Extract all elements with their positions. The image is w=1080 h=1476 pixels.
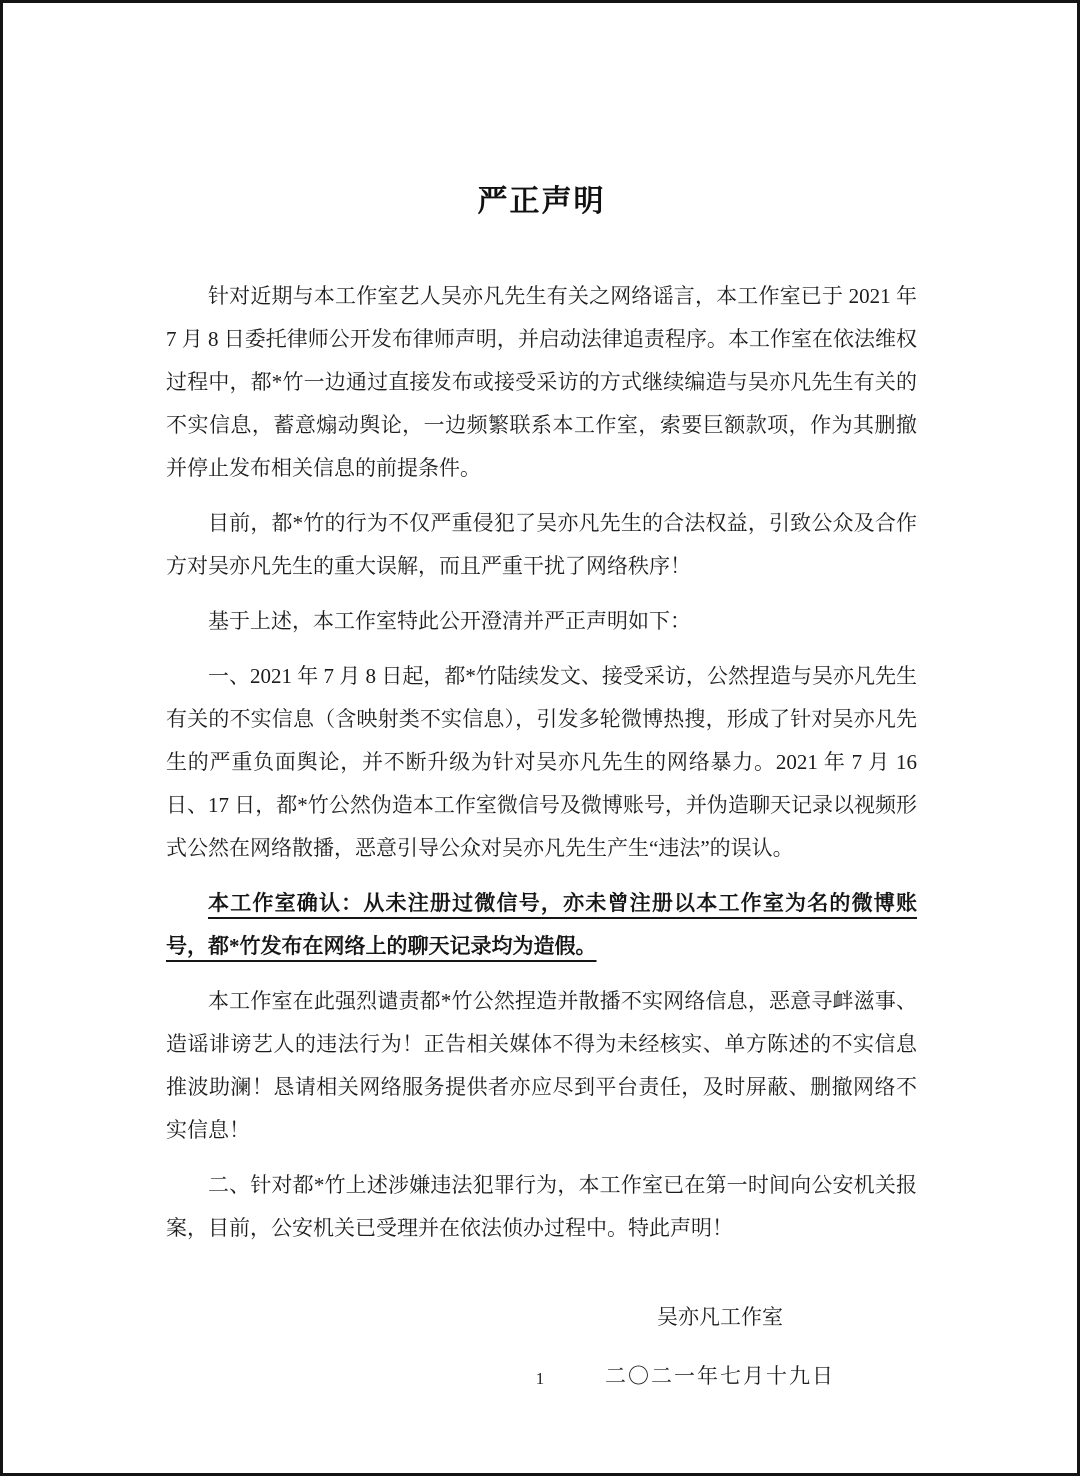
document-body [166, 275, 917, 1250]
paragraph-confirmation-underlined: 本工作室确认：从未注册过微信号，亦未曾注册以本工作室为名的微博账号，都*竹发布在网络上的聊天记录均为造假。 [166, 891, 917, 958]
page-number: 1 [535, 1369, 545, 1388]
paragraph-declaration-lead: 基于上述，本工作室特此公开澄清并严正声明如下： [208, 609, 691, 633]
paragraph-condemnation: 本工作室在此强烈谴责都*竹公然捏造并散播不实网络信息，恶意寻衅滋事、造谣诽谤艺人的违法行为！正告相关媒体不得为未经核实、单方陈述的不实信息推波助澜！恳请相关网络服务提供者亦应尽到平台责任，及时屏蔽、删撤网络不实信息！ [166, 989, 917, 1142]
signature-date: 二〇二一年七月十九日 [605, 1364, 835, 1388]
signature-org: 吴亦凡工作室 [657, 1305, 783, 1329]
paragraph-intro: 针对近期与本工作室艺人吴亦凡先生有关之网络谣言，本工作室已于 2021 年 7 月 8 日委托律师公开发布律师声明，并启动法律追责程序。本工作室在依法维权过程中，都*竹一边通过直接发布或接受采访的方式继续编造与吴亦凡先生有关的不实信息，蓄意煽动舆论，一边频繁联系本工作室，索要巨额款项，作为其删撤并停止发布相关信息的前提条件。 [166, 284, 917, 480]
document-title: 严正声明 [477, 185, 606, 218]
paragraph-item-one: 一、2021 年 7 月 8 日起，都*竹陆续发文、接受采访，公然捏造与吴亦凡先生有关的不实信息（含映射类不实信息），引发多轮微博热搜，形成了针对吴亦凡先生的严重负面舆论，并不断升级为针对吴亦凡先生的网络暴力。2021 年 7 月 16 日、17 日，都*竹公然伪造本工作室微信号及微博账号，并伪造聊天记录以视频形式公然在网络散播，恶意引导公众对吴亦凡先生产生“违法”的误认。 [166, 664, 917, 860]
paragraph-item-two: 二、针对都*竹上述涉嫌违法犯罪行为，本工作室已在第一时间向公安机关报案，目前，公安机关已受理并在依法侦办过程中。特此声明！ [166, 1173, 917, 1240]
paragraph-impact: 目前，都*竹的行为不仅严重侵犯了吴亦凡先生的合法权益，引致公众及合作方对吴亦凡先生的重大误解，而且严重干扰了网络秩序！ [166, 511, 917, 578]
